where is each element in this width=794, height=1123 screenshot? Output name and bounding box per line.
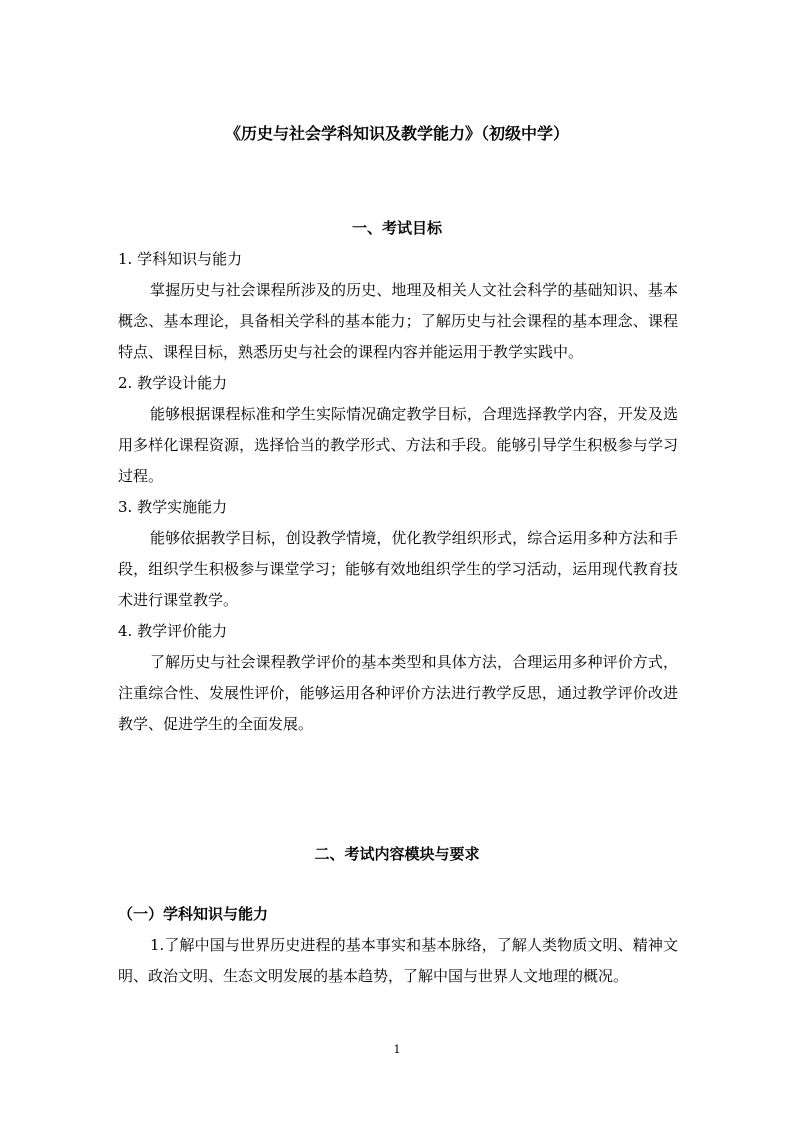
document-title: 《历史与社会学科知识及教学能力》（初级中学） [224,124,569,143]
objective-text-2: 能够根据课程标准和学生实际情况确定教学目标，合理选择教学内容，开发及选用多样化课程资源，选择恰当的教学形式、方法和手段。能够引导学生积极参与学习过程。 [118,405,678,485]
section-heading-exam-content: 二、考试内容模块与要求 [314,845,480,863]
objective-title-3: 3. 教学实施能力 [118,498,228,516]
subsection-heading-knowledge: （一）学科知识与能力 [118,905,269,923]
objective-title-2: 2. 教学设计能力 [118,374,228,392]
section-heading-exam-objectives: 一、考试目标 [351,219,442,237]
objective-title-1: 1. 学科知识与能力 [118,250,243,268]
page-number: 1 [393,1043,401,1056]
objective-text-3: 能够依据教学目标，创设教学情境，优化教学组织形式，综合运用多种方法和手段，组织学生积极参与课堂学习；能够有效地组织学生的学习活动，运用现代教育技术进行课堂教学。 [118,529,678,609]
content-paragraph-1: 1.了解中国与世界历史进程的基本事实和基本脉络，了解人类物质文明、精神文明、政治文明、生态文明发展的基本趋势，了解中国与世界人文地理的概况。 [118,936,678,985]
exam-objectives-list [118,244,678,740]
objective-text-1: 掌握历史与社会课程所涉及的历史、地理及相关人文社会科学的基础知识、基本概念、基本理论，具备相关学科的基本能力；了解历史与社会课程的基本理念、课程特点、课程目标，熟悉历史与社会的课程内容并能运用于教学实践中。 [118,281,678,361]
objective-text-4: 了解历史与社会课程教学评价的基本类型和具体方法，合理运用多种评价方式，注重综合性、发展性评价，能够运用各种评价方法进行教学反思，通过教学评价改进教学、促进学生的全面发展。 [118,653,678,733]
exam-content-block [118,930,678,992]
objective-title-4: 4. 教学评价能力 [118,622,228,640]
